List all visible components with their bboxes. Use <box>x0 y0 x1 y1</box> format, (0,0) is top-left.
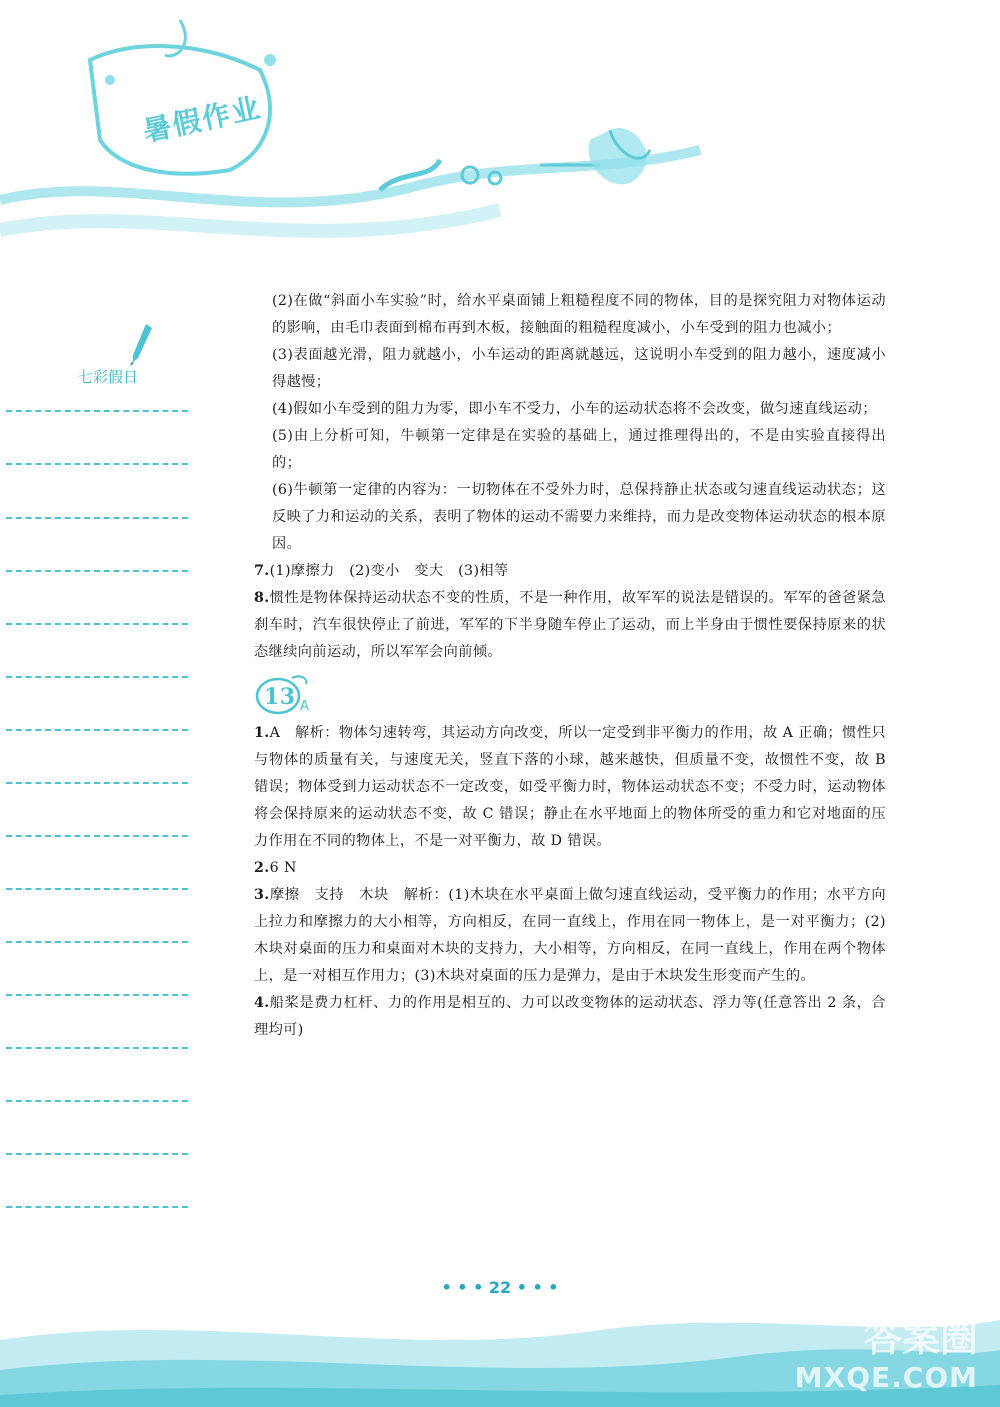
answer-content <box>254 288 886 1044</box>
section-badge-icon <box>254 672 316 716</box>
item-text: 6 N <box>269 860 297 876</box>
item-number: 4. <box>254 995 270 1011</box>
item-text: A 解析：物体匀速转弯，其运动方向改变，所以一定受到非平衡力的作用，故 A 正确；惯性只与物体的质量有关，与速度无关，竖直下落的小球，越来越快，但质量不变，故惯性不变，故 B 错误；物体受到力运动状态不一定改变，如受平衡力时，物体运动状态不变；不受力时，运动物体将会保持原来的运动状态不变，故 C 错误；静止在水平地面上的物体所受的重力和它对地面的压力作用在不同的物体上，不是一对平衡力，故 D 错误。 <box>254 725 886 849</box>
note-line <box>6 1153 188 1155</box>
note-line <box>6 1100 188 1102</box>
item-text: 摩擦 支持 木块 解析：(1)木块在水平桌面上做匀速直线运动，受平衡力的作用；水平方向上拉力和摩擦力的大小相等，方向相反，在同一直线上，作用在同一物体上，是一对平衡力；(2)木块对桌面的压力和桌面对木块的支持力，大小相等，方向相反，在同一直线上，作用在两个物体上，是一对相互作用力；(3)木块对桌面的压力是弹力，是由于木块发生形变而产生的。 <box>254 887 886 984</box>
item-text: 船桨是费力杠杆、力的作用是相互的、力可以改变物体的运动状态、浮力等(任意答出 2 条，合理均可) <box>254 995 886 1038</box>
answer-item-4 <box>254 990 886 1044</box>
answer-paragraph: (3)表面越光滑，阻力就越小，小车运动的距离就越远，这说明小车受到的阻力越小，速度减小得越慢； <box>272 347 886 390</box>
watermark-logo-text: 答案圈 <box>863 1316 978 1360</box>
answer-paragraph: (4)假如小车受到的阻力为零，即小车不受力，小车的运动状态将不会改变，做匀速直线运动； <box>272 401 877 417</box>
item-number: 8. <box>254 590 270 606</box>
note-line <box>6 517 188 519</box>
note-line <box>6 1206 188 1208</box>
answer-paragraph: (5)由上分析可知，牛顿第一定律是在实验的基础上，通过推理得出的，不是由实验直接得出的； <box>272 428 886 471</box>
section-number: 13 <box>264 684 296 710</box>
pen-icon <box>128 322 154 366</box>
answer-item-1 <box>254 720 886 855</box>
note-line <box>6 782 188 784</box>
note-line <box>6 410 188 412</box>
item-text: 惯性是物体保持运动状态不变的性质，不是一种作用，故军军的说法是错误的。军军的爸爸紧急刹车时，汽车很快停止了前进，军军的下半身随车停止了运动，而上半身由于惯性要保持原来的状态继续向前运动，所以军军会向前倾。 <box>254 590 886 660</box>
section-letter: A <box>300 699 310 714</box>
answer-paragraph: (6)牛顿第一定律的内容为：一切物体在不受外力时，总保持静止状态或匀速直线运动状态；这反映了力和运动的关系，表明了物体的运动不需要力来维持，而力是改变物体运动状态的根本原因。 <box>272 482 886 552</box>
note-line <box>6 835 188 837</box>
answer-item-2 <box>254 855 886 882</box>
note-line <box>6 729 188 731</box>
answer-item-3 <box>254 882 886 990</box>
note-line <box>6 888 188 890</box>
watermark-url: MXQE.COM <box>794 1361 978 1394</box>
note-line <box>6 623 188 625</box>
note-line <box>6 676 188 678</box>
section-badge <box>254 672 886 716</box>
note-line <box>6 570 188 572</box>
note-line <box>6 1047 188 1049</box>
item-number: 7. <box>254 563 270 579</box>
note-line <box>6 941 188 943</box>
item-text: (1)摩擦力 (2)变小 变大 (3)相等 <box>269 563 509 579</box>
watermark <box>795 1318 978 1398</box>
item-number: 1. <box>254 725 270 741</box>
answer-item-8 <box>254 585 886 666</box>
item-number: 3. <box>254 887 270 903</box>
sidebar-label: 七彩假日 <box>78 368 139 386</box>
page-number: • • • 22 • • • <box>441 1278 559 1297</box>
answer-paragraph: (2)在做“斜面小车实验”时，给水平桌面铺上粗糙程度不同的物体，目的是探究阻力对物体运动的影响，由毛巾表面到棉布再到木板，接触面的粗糙程度减小，小车受到的阻力也减小； <box>272 293 886 336</box>
note-line <box>6 463 188 465</box>
item-number: 2. <box>254 860 270 876</box>
note-line <box>6 994 188 996</box>
header-title: 暑假作业 <box>140 90 265 149</box>
answer-item-7 <box>254 558 886 585</box>
